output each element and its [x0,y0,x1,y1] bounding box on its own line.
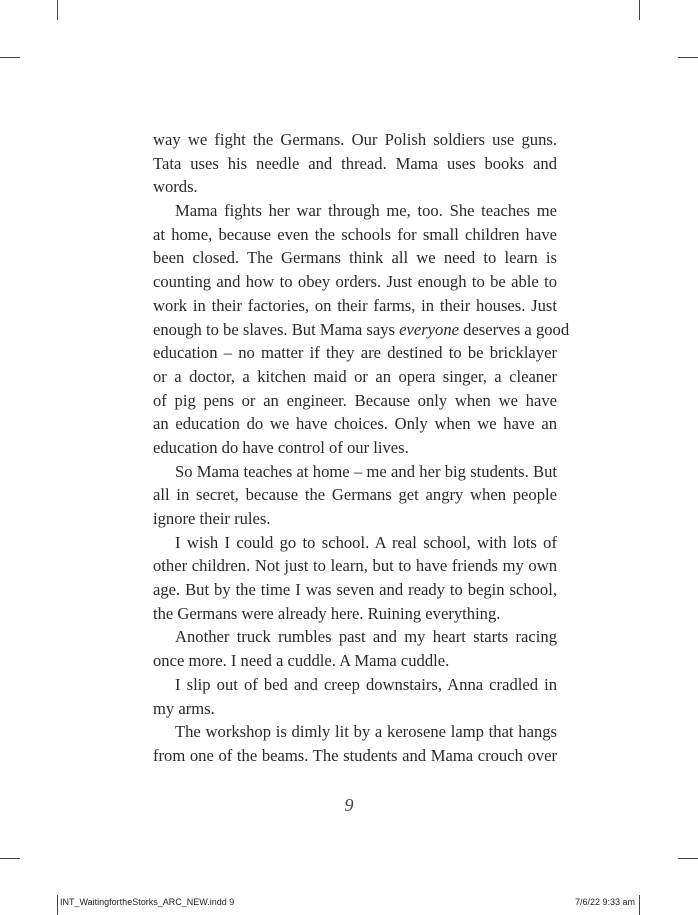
text-line: I slip out of bed and creep downstairs, Anna cradled in [175,674,557,694]
text-line: education – no matter if they are destined to be bricklayer [153,343,557,363]
slug-filename: INT_WaitingfortheStorks_ARC_NEW.indd 9 [60,897,235,907]
text-line: the Germans were already here. Ruining everything. [153,603,501,623]
text-line: other children. Not just to learn, but to have friends my own [153,556,557,576]
text-line [153,318,570,342]
text-line: Another truck rumbles past and my heart starts racing [175,627,557,647]
crop-mark [639,895,640,915]
text-segment: deserves a good [459,319,570,339]
slug-timestamp: 7/6/22 9:33 am [574,897,635,907]
text-line: at home, because even the schools for small children have [153,224,557,244]
crop-mark [678,858,698,859]
text-line: The workshop is dimly lit by a kerosene lamp that hangs [175,722,557,742]
body-text [153,128,570,768]
text-line: from one of the beams. The students and Mama crouch over [153,745,557,765]
page-number: 9 [344,795,354,815]
crop-mark [57,895,58,915]
crop-mark [0,858,20,859]
crop-mark [0,57,20,58]
text-line: once more. I need a cuddle. A Mama cuddle. [153,651,450,671]
text-line: So Mama teaches at home – me and her big students. But [175,461,557,481]
text-line: Mama fights her war through me, too. She teaches me [175,201,557,221]
text-line: or a doctor, a kitchen maid or an opera singer, a cleaner [153,366,557,386]
text-line: my arms. [153,698,215,718]
crop-mark [678,57,698,58]
text-line: education do have control of our lives. [153,437,409,457]
text-line: ignore their rules. [153,509,271,528]
text-line: counting and how to obey orders. Just enough to be able to [153,272,557,292]
crop-mark [57,0,58,20]
text-segment: enough to be slaves. But Mama says [153,319,400,339]
text-line: age. But by the time I was seven and ready to begin school, [153,580,557,600]
text-line: an education do we have choices. Only when we have an [153,414,557,434]
text-line: way we fight the Germans. Our Polish soldiers use guns. [153,130,557,149]
text-line: Tata uses his needle and thread. Mama uses books and [153,153,557,173]
text-line: of pig pens or an engineer. Because only when we have [153,390,557,410]
text-line: all in secret, because the Germans get angry when people [153,485,557,505]
emphasis-word: everyone [399,319,459,339]
text-line: words. [153,177,198,197]
text-line: work in their factories, on their farms, in their houses. Just [153,295,557,315]
text-line: I wish I could go to school. A real school, with lots of [175,532,557,552]
crop-mark [639,0,640,20]
text-line: been closed. The Germans think all we need to learn is [153,248,557,268]
